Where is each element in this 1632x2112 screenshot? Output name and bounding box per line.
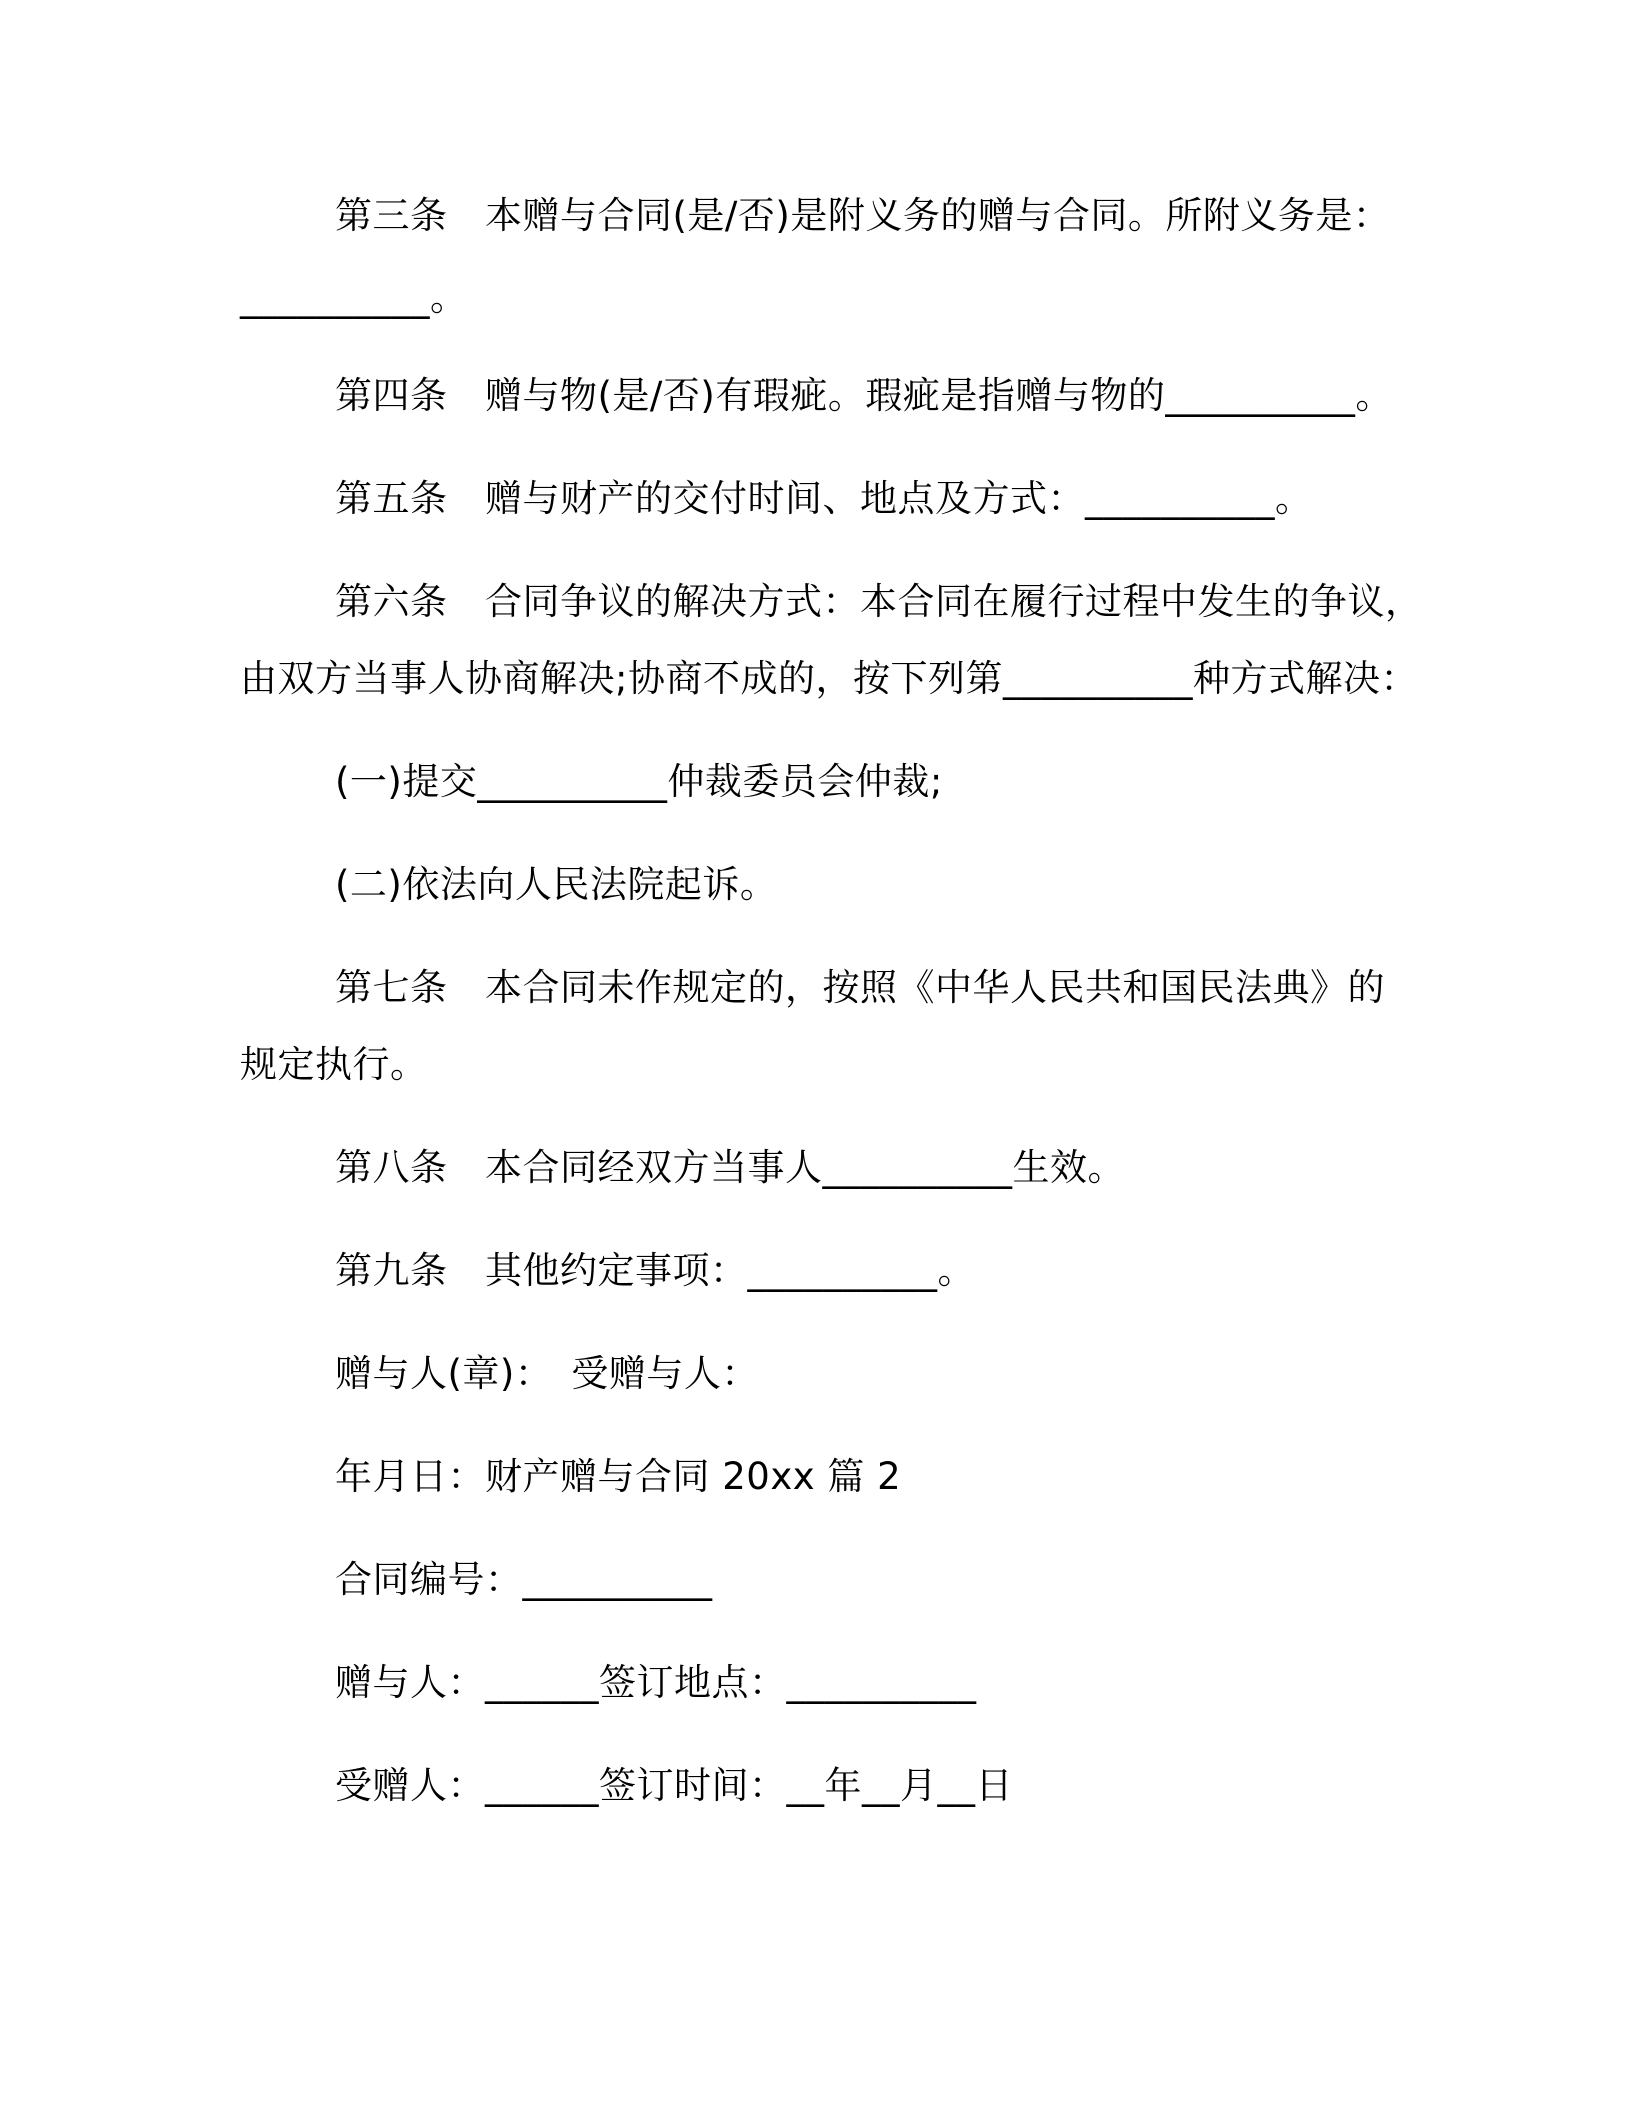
article-8: 第八条 本合同经双方当事人__________生效。 — [335, 1146, 1125, 1189]
article-7-line-2: 规定执行。 — [240, 1043, 428, 1086]
dispute-option-2: (二)依法向人民法院起诉。 — [335, 863, 778, 906]
article-4: 第四条 赠与物(是/否)有瑕疵。瑕疵是指赠与物的__________。 — [335, 374, 1393, 417]
donor-sign-place: 赠与人：______签订地点：__________ — [335, 1661, 977, 1704]
date-and-next-title: 年月日：财产赠与合同 20xx 篇 2 — [335, 1455, 902, 1498]
article-3-line-1: 第三条 本赠与合同(是/否)是附义务的赠与合同。所附义务是： — [335, 194, 1391, 237]
dispute-option-1: (一)提交__________仲裁委员会仲裁; — [335, 760, 943, 803]
article-7-line-1: 第七条 本合同未作规定的，按照《中华人民共和国民法典》的 — [335, 966, 1385, 1009]
article-5: 第五条 赠与财产的交付时间、地点及方式：__________。 — [335, 477, 1313, 520]
article-6-line-1: 第六条 合同争议的解决方式：本合同在履行过程中发生的争议， — [335, 580, 1423, 623]
article-6-line-2: 由双方当事人协商解决;协商不成的，按下列第__________种方式解决： — [240, 657, 1418, 700]
donee-sign-time: 受赠人：______签订时间：__年__月__日 — [335, 1764, 1013, 1807]
signature-parties: 赠与人(章)： 受赠与人： — [335, 1352, 759, 1395]
article-3-line-2: __________。 — [240, 276, 468, 319]
contract-number: 合同编号：__________ — [335, 1558, 713, 1601]
article-9: 第九条 其他约定事项：__________。 — [335, 1249, 975, 1292]
